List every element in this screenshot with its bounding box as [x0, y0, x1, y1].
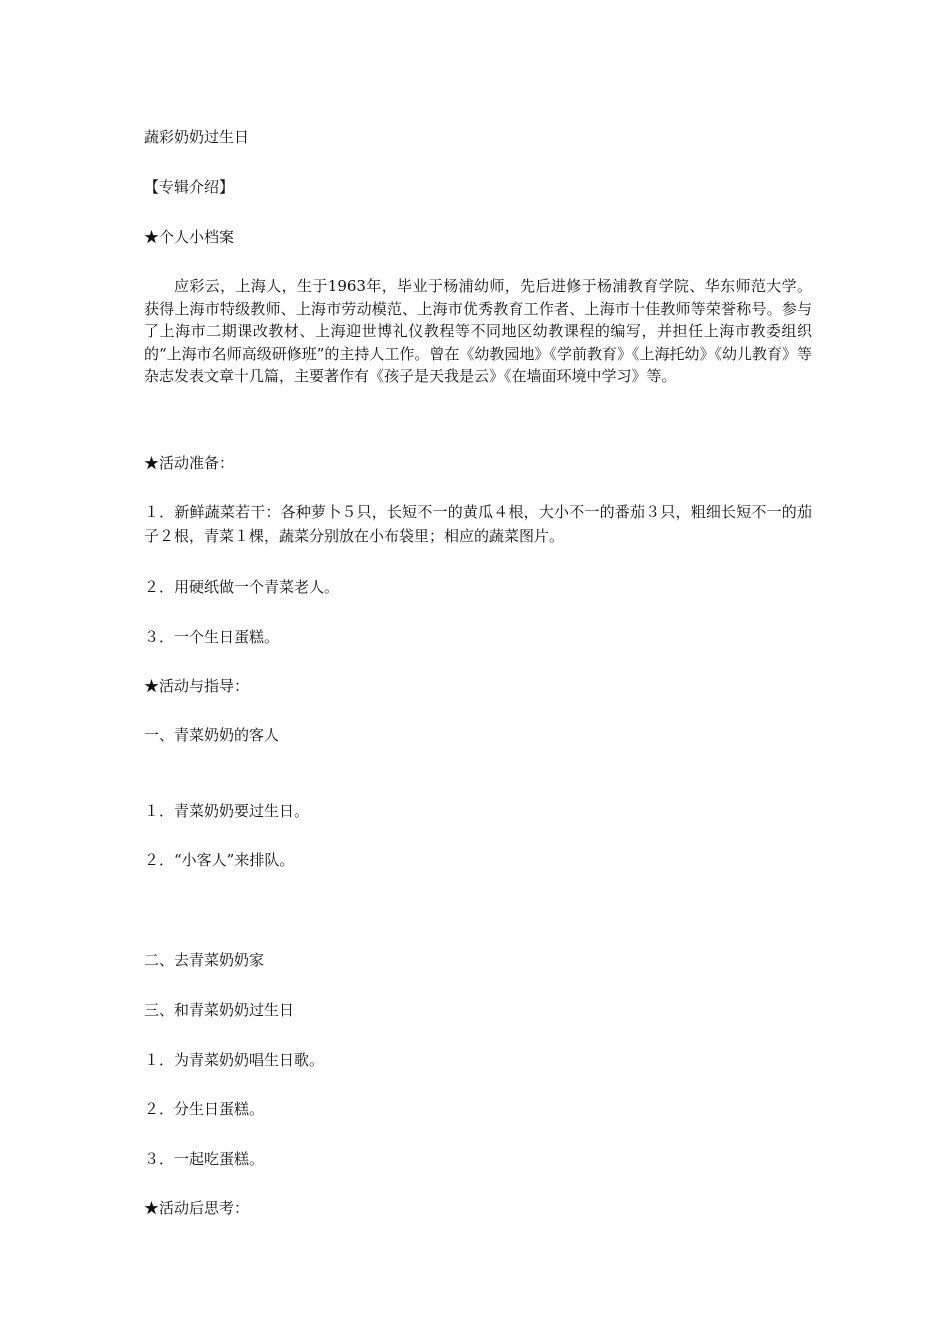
prep-item-1: １．新鲜蔬菜若干：各种萝卜５只，长短不一的黄瓜４根，大小不一的番茄３只，粗细长短不一的茄子２根，青菜１棵，蔬菜分别放在小布袋里；相应的蔬菜图片。 [144, 503, 812, 545]
part3-item-2: ２．分生日蛋糕。 [144, 1100, 265, 1118]
part3-item-1: １．为青菜奶奶唱生日歌。 [144, 1051, 325, 1069]
part3-title: 三、和青菜奶奶过生日 [144, 1001, 295, 1019]
part1-item-1: １．青菜奶奶要过生日。 [144, 802, 310, 820]
prep-item-2: ２．用硬纸做一个青菜老人。 [144, 578, 340, 596]
part1-item-2: ２．“小客人”来排队。 [144, 851, 295, 869]
part1-title: 一、青菜奶奶的客人 [144, 726, 280, 744]
profile-heading: ★个人小档案 [144, 228, 235, 246]
profile-paragraph: 应彩云，上海人，生于1963年，毕业于杨浦幼师，先后进修于杨浦教育学院、华东师范大学。获得上海市特级教师、上海市劳动模范、上海市优秀教育工作者、上海市十佳教师等荣誉称号。参与了上海市二期课改教材、上海迎世博礼仪教程等不同地区幼教课程的编写，并担任上海市教委组织的“上海市名师高级研修班”的主持人工作。曾在《幼教园地》《学前教育》《上海托幼》《幼儿教育》等杂志发表文章十几篇，主要著作有《孩子是天我是云》《在墙面环境中学习》等。 [144, 277, 812, 385]
section-intro-heading: 【专辑介绍】 [144, 178, 235, 196]
guide-heading: ★活动与指导： [144, 677, 250, 695]
part2-title: 二、去青菜奶奶家 [144, 951, 265, 969]
prep-item-3: ３．一个生日蛋糕。 [144, 628, 280, 646]
part3-item-3: ３．一起吃蛋糕。 [144, 1150, 265, 1168]
document-title: 蔬彩奶奶过生日 [144, 128, 250, 146]
prep-heading: ★活动准备： [144, 454, 235, 472]
reflect-heading: ★活动后思考： [144, 1199, 250, 1217]
